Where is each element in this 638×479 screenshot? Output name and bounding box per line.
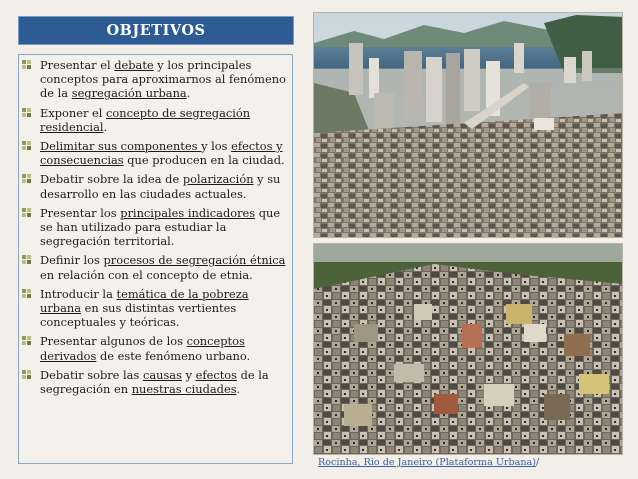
objective-text: en relación con el concepto de etnia. [40, 267, 253, 282]
photo-caption [318, 457, 539, 468]
objective-text: . [186, 86, 191, 101]
skyline-photo-image [314, 13, 623, 238]
objective-item [10, 368, 292, 396]
caption-suffix: / [536, 457, 540, 468]
objective-text: de la segregación en [40, 367, 269, 397]
favela-photo-image [314, 244, 623, 455]
square-bullet-icon [22, 174, 31, 183]
objective-text: Debatir sobre la idea de [40, 172, 183, 187]
objective-item [10, 106, 292, 134]
objectives-list [10, 58, 292, 401]
objective-text: y los principales conceptos para aproximarnos al fenómeno de la [40, 58, 286, 101]
objective-text: Exponer el [40, 105, 107, 120]
favela-photo [313, 243, 623, 455]
objective-keyword: nuestras ciudades [131, 382, 237, 397]
objective-item [10, 253, 292, 281]
caption-link[interactable]: Rocinha, Rio de Janeiro (Plataforma Urbana) [318, 457, 537, 468]
objective-text: en sus distintas vertientes conceptuales y teóricas. [40, 301, 237, 330]
objective-keyword: temática de la pobreza urbana [40, 286, 249, 316]
objective-item [10, 206, 292, 249]
objective-item [10, 334, 292, 362]
objective-keyword: segregación urbana [71, 86, 187, 101]
objective-text: de este fenómeno urbano. [96, 348, 251, 363]
objective-text: Definir los [40, 253, 104, 268]
objective-text: y su desarrollo en las ciudades actuales. [40, 172, 281, 201]
objective-text: Presentar los [40, 205, 121, 220]
square-bullet-icon [22, 289, 31, 298]
objective-text: Presentar el [40, 58, 115, 72]
objective-text: . [236, 382, 241, 397]
objective-text: que producen en la ciudad. [123, 153, 285, 168]
objective-keyword: polarización [182, 172, 254, 187]
city-skyline-photo [313, 12, 623, 238]
objective-text: Debatir sobre las [40, 367, 143, 382]
objective-keyword: principales indicadores [120, 205, 256, 220]
objective-text: Introducir la [40, 286, 117, 301]
square-bullet-icon [22, 255, 31, 264]
objective-keyword: efectos y consecuencias [40, 139, 283, 168]
objective-keyword: conceptos derivados [40, 334, 245, 363]
objective-keyword: concepto de segregación residencial [40, 105, 251, 134]
objective-keyword: debate [114, 58, 154, 72]
objective-text: y los [201, 139, 232, 154]
objective-item [10, 58, 292, 101]
objective-text: que se han utilizado para estudiar la segregación territorial. [40, 205, 281, 249]
objective-text: Presentar algunos de los [40, 334, 187, 349]
square-bullet-icon [22, 208, 31, 217]
objective-keyword: Delimitar sus componentes [40, 139, 202, 154]
objective-keyword: efectos [195, 367, 237, 382]
square-bullet-icon [22, 141, 31, 150]
objective-item [10, 172, 292, 200]
square-bullet-icon [22, 60, 31, 69]
square-bullet-icon [22, 336, 31, 345]
objective-text: y [181, 367, 196, 382]
square-bullet-icon [22, 108, 31, 117]
objective-keyword: procesos de segregación étnica [103, 253, 286, 268]
objective-item [10, 287, 292, 330]
objective-item [10, 139, 292, 167]
objective-keyword: causas [142, 367, 182, 382]
objective-text: . [103, 119, 108, 134]
square-bullet-icon [22, 370, 31, 379]
slide-title: OBJETIVOS [18, 16, 294, 45]
